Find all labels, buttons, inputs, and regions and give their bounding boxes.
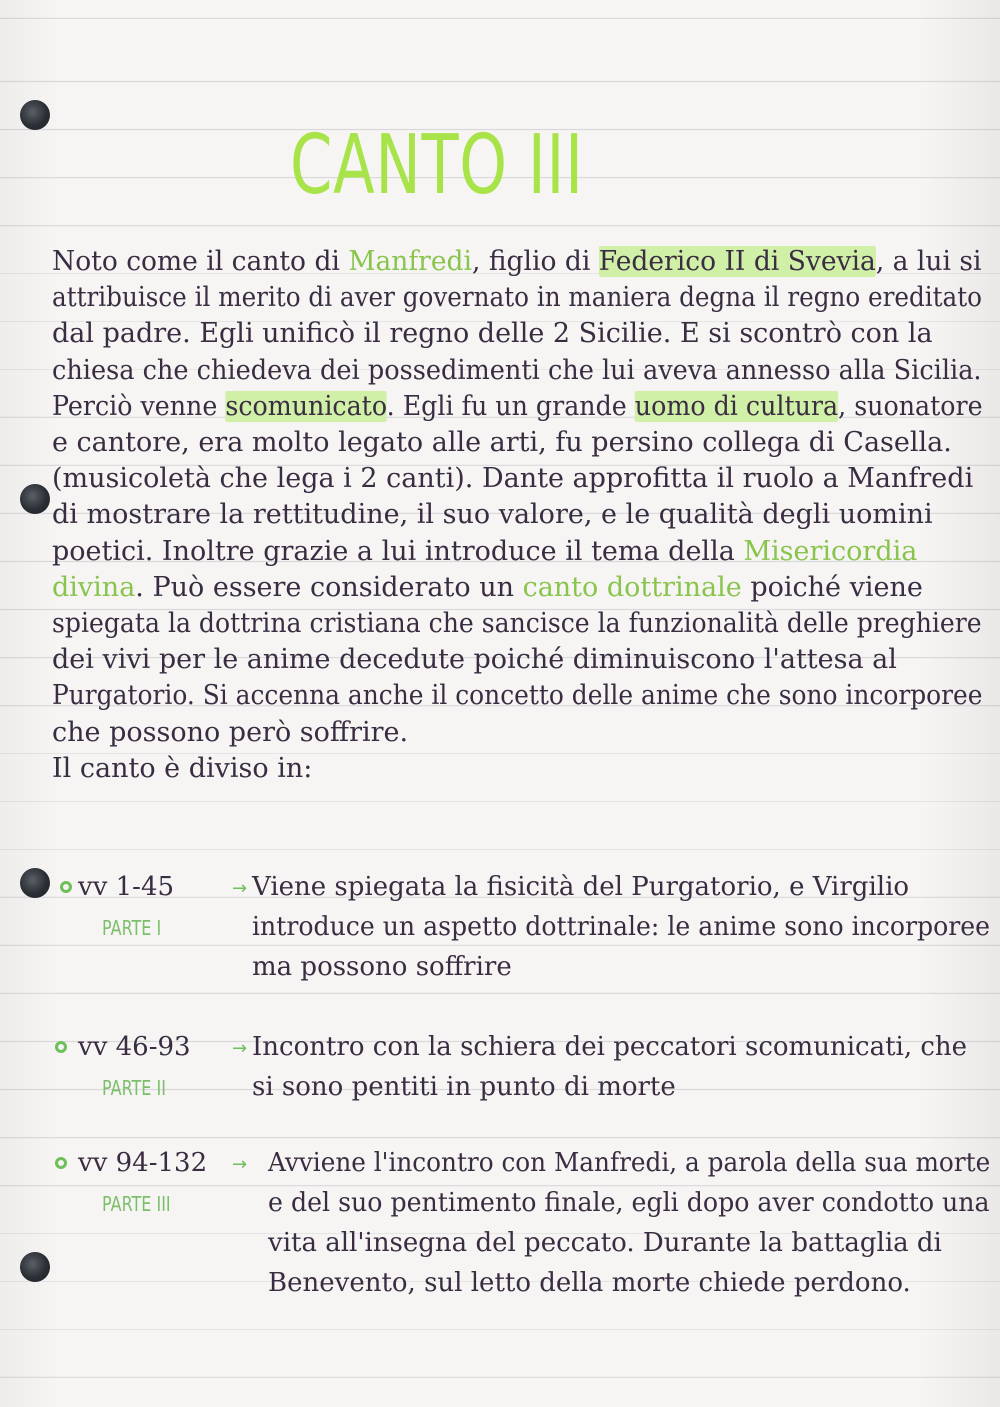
paragraph-line (52, 535, 918, 567)
paragraph-line (52, 429, 952, 456)
text-run: Perciò venne (52, 390, 226, 422)
section-text-line: introduce un aspetto dottrinale: le anime sono incorporee (252, 912, 991, 942)
paragraph-line (52, 318, 933, 350)
paragraph-line (52, 610, 982, 637)
paragraph-line (52, 282, 983, 314)
part-label: PARTE III (102, 1192, 171, 1216)
text-run: (musicoletà che lega i 2 canti). Dante approfitta il ruolo a Manfredi (52, 463, 974, 495)
green-keyword: canto dottrinale (522, 571, 742, 603)
arrow-icon: → (232, 878, 248, 899)
binder-hole-1 (20, 100, 50, 130)
arrow-icon: → (232, 1154, 248, 1175)
arrow-icon: → (232, 1038, 248, 1059)
section-bullet (55, 1041, 67, 1053)
section-text-line: Viene spiegata la fisicità del Purgatorio, e Virgilio (252, 872, 910, 902)
text-run: di mostrare la rettitudine, il suo valore, e le qualità degli uomini (52, 499, 933, 531)
green-keyword: Manfredi (348, 246, 473, 277)
verse-range: vv 1-45 (78, 872, 175, 902)
part-label: PARTE II (102, 1076, 166, 1100)
paragraph-line (52, 499, 933, 531)
verse-range: vv 94-132 (78, 1148, 208, 1178)
section-text-line: vita all'insegna del peccato. Durante la battaglia di (268, 1228, 942, 1258)
section-text-line: e del suo pentimento finale, egli dopo aver condotto una (268, 1188, 990, 1218)
section-text-line: Avviene l'incontro con Manfredi, a parola della sua morte (268, 1148, 991, 1178)
verse-range: vv 46-93 (78, 1032, 191, 1062)
section-bullet (55, 1157, 67, 1169)
paragraph-line (52, 716, 409, 748)
green-keyword: divina (52, 571, 136, 603)
text-run: spiegata la dottrina cristiana che sancisce la funzionalità delle preghiere (52, 608, 982, 639)
section-text-line: si sono pentiti in punto di morte (252, 1072, 676, 1102)
section-text-line: Incontro con la schiera dei peccatori scomunicati, che (252, 1032, 968, 1062)
text-run: . Può essere considerato un (135, 571, 523, 603)
binder-hole-3 (20, 868, 50, 898)
text-run: , figlio di (472, 246, 599, 277)
text-run: chiesa che chiedeva dei possedimenti che lui aveva annesso alla Sicilia. (52, 354, 982, 386)
section-text-line: Benevento, sul letto della morte chiede perdono. (268, 1268, 911, 1298)
text-run: dei vivi per le anime decedute poiché diminuiscono l'attesa al (52, 644, 897, 676)
highlighted-text: uomo di cultura (634, 390, 839, 422)
highlighted-text: Federico II di Svevia (598, 246, 876, 277)
paragraph-line (52, 463, 974, 495)
text-run: attribuisce il merito di aver governato in maniera degna il regno ereditato (52, 282, 983, 314)
paragraph-line (52, 571, 923, 603)
paragraph-line (52, 680, 983, 712)
paragraph-line (52, 248, 981, 275)
text-run: Purgatorio. Si accenna anche il concetto delle anime che sono incorporee (52, 680, 983, 712)
binder-hole-2 (20, 484, 50, 514)
section-bullet (60, 881, 72, 893)
page-title: CANTO III (290, 118, 584, 213)
text-run: poiché viene (741, 571, 923, 603)
paragraph-line (52, 644, 897, 676)
paragraph-line (52, 354, 982, 386)
text-run: , suonatore (838, 390, 983, 422)
section-text-line: ma possono soffrire (252, 952, 512, 982)
text-run: che possono però soffrire. (52, 716, 409, 748)
part-label: PARTE I (102, 916, 162, 940)
text-run: e cantore, era molto legato alle arti, fu persino collega di Casella. (52, 427, 952, 458)
paragraph-line (52, 752, 313, 784)
text-run: dal padre. Egli unificò il regno delle 2 Sicilie. E si scontrò con la (52, 318, 933, 350)
text-run: . Egli fu un grande (386, 390, 635, 422)
binder-hole-4 (20, 1252, 50, 1282)
green-keyword: Misericordia (743, 535, 918, 567)
text-run: Il canto è diviso in: (52, 752, 313, 784)
text-run: Noto come il canto di (52, 246, 349, 277)
paragraph-line (52, 390, 983, 422)
text-run: , a lui si (875, 246, 982, 277)
highlighted-text: scomunicato (225, 390, 387, 422)
text-run: poetici. Inoltre grazie a lui introduce il tema della (52, 535, 744, 567)
